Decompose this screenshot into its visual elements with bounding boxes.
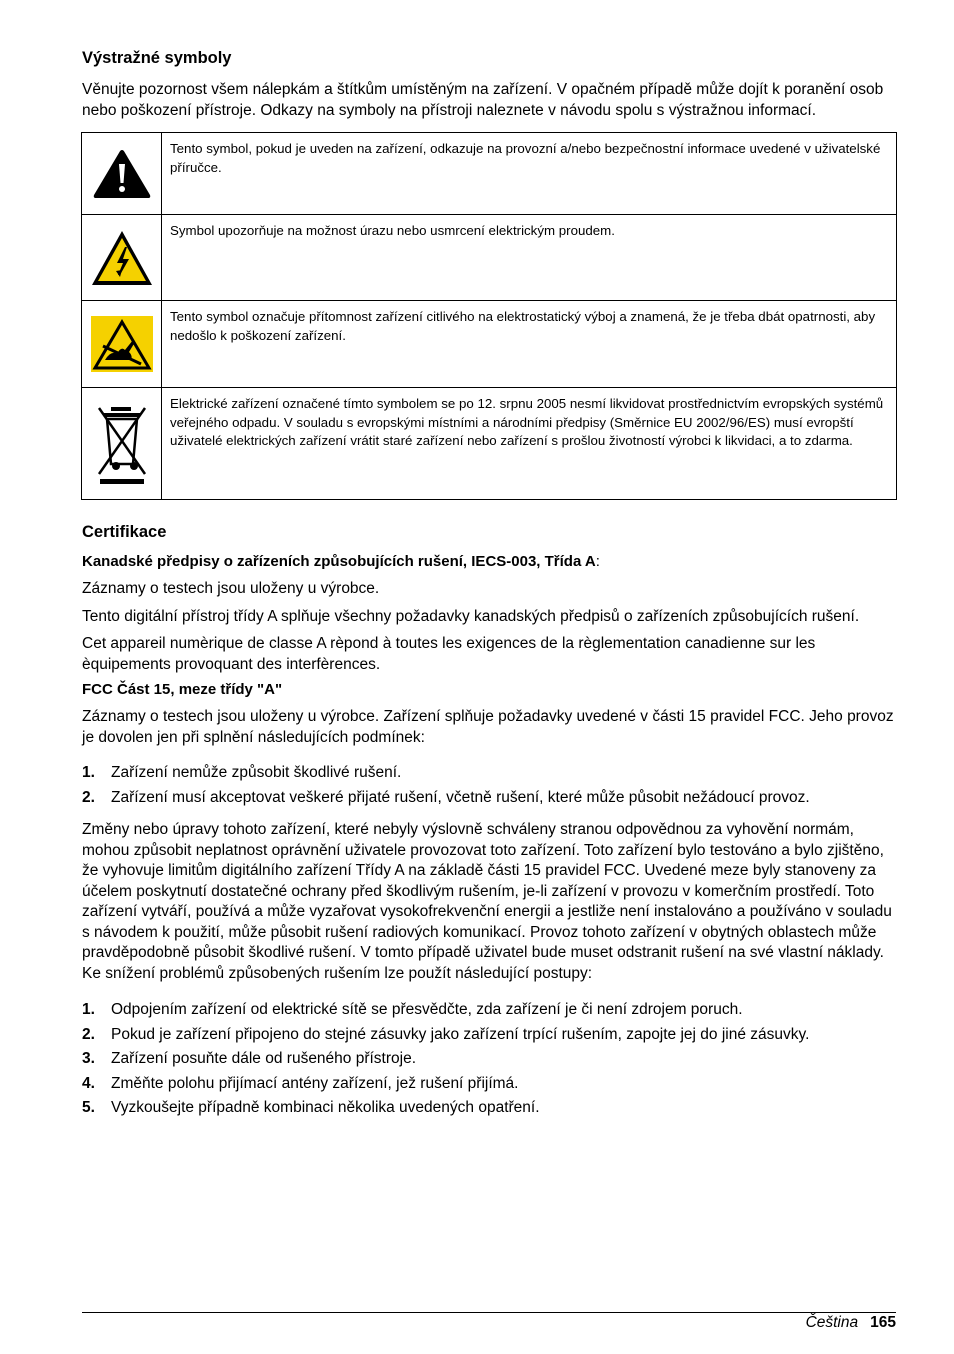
canada-paragraph: Tento digitální přístroj třídy A splňuje všechny požadavky kanadských předpisů o zařízeních způsobujících rušení. xyxy=(82,607,860,625)
list-text: Pokud je zařízení připojeno do stejné zásuvky jako zařízení trpící rušením, zapojte jej do jiné zásuvky. xyxy=(111,1025,810,1043)
list-text: Zařízení nemůže způsobit škodlivé rušení. xyxy=(111,764,402,781)
footer-info xyxy=(806,1313,896,1333)
list-item xyxy=(82,1098,896,1119)
symbol-description: Symbol upozorňuje na možnost úrazu nebo usmrcení elektrickým proudem. xyxy=(162,215,897,301)
symbols-table xyxy=(81,132,897,500)
canada-paragraph-french: Cet appareil numèrique de classe A rèpond à toutes les exigences de la règlementation canadienne sur les èquipements provoquant des interfèrences. xyxy=(82,635,816,673)
list-item xyxy=(82,788,896,809)
esd-sensitive-icon xyxy=(91,316,153,372)
list-item xyxy=(82,1049,896,1070)
canada-paragraph: Záznamy o testech jsou uloženy u výrobce. xyxy=(82,580,380,597)
symbol-icon-cell xyxy=(82,215,162,301)
footer-language: Čeština xyxy=(805,1314,859,1331)
list-number: 3. xyxy=(82,1050,95,1067)
list-item xyxy=(82,763,896,784)
list-text: Zařízení musí akceptovat veškeré přijaté rušení, včetně rušení, které může působit nežádoucí provoz. xyxy=(111,788,810,806)
symbol-description: Elektrické zařízení označené tímto symbolem se po 12. srpnu 2005 nesmí likvidovat prostřednictvím evropských systémů veřejného odpadu. V souladu s evropskými místními a národními předpisy (Směrnice EU 2002/96/ES) musí evropští uživatelé elektrických zařízení vrátit staré zařízení nebo zařízení s prošlou životností výrobci k likvidaci, a to zdarma. xyxy=(162,388,897,500)
symbol-row xyxy=(82,215,897,301)
weee-crossed-bin-icon xyxy=(96,402,148,486)
section-title-warning-symbols: Výstražné symboly xyxy=(82,49,232,67)
canada-heading-text: Kanadské předpisy o zařízeních způsobujících rušení, IECS-003, Třída A xyxy=(82,553,596,570)
list-number: 2. xyxy=(82,1025,95,1043)
symbol-icon-cell xyxy=(82,133,162,215)
list-item xyxy=(82,1025,896,1046)
symbol-icon-cell xyxy=(82,301,162,388)
warning-triangle-icon xyxy=(92,148,152,200)
list-text: Vyzkoušejte případně kombinaci několika uvedených opatření. xyxy=(111,1099,540,1116)
list-item xyxy=(82,1074,896,1095)
symbol-description: Tento symbol označuje přítomnost zařízení citlivého na elektrostatický výboj a znamená, že je třeba dbát opatrnosti, aby nedošlo k poškození zařízení. xyxy=(162,301,897,388)
list-number: 1. xyxy=(82,1001,95,1018)
warning-intro: Věnujte pozornost všem nálepkám a štítkům umístěným na zařízení. V opačném případě může dojít k poranění osob nebo poškození přístroje. Odkazy na symboly na přístroji naleznete v návodu spolu s výstražnou informací. xyxy=(82,81,884,119)
canada-heading xyxy=(82,552,896,572)
list-text: Odpojením zařízení od elektrické sítě se přesvědčte, zda zařízení je či není zdrojem poruch. xyxy=(111,1001,743,1018)
interference-steps-list xyxy=(82,1000,896,1119)
fcc-heading: FCC Část 15, meze třídy "A" xyxy=(82,681,283,698)
list-number: 2. xyxy=(82,788,95,806)
list-text: Zařízení posuňte dále od rušeného přístroje. xyxy=(111,1050,417,1067)
symbol-description: Tento symbol, pokud je uveden na zařízení, odkazuje na provozní a/nebo bezpečnostní informace uvedené v uživatelské příručce. xyxy=(162,133,897,215)
symbol-row xyxy=(82,301,897,388)
fcc-conditions-list xyxy=(82,763,896,808)
list-number: 4. xyxy=(82,1074,95,1092)
electric-shock-icon xyxy=(90,229,154,287)
symbol-row xyxy=(82,388,897,500)
list-number: 5. xyxy=(82,1099,95,1116)
fcc-paragraph: Záznamy o testech jsou uloženy u výrobce. Zařízení splňuje požadavky uvedené v části 15 pravidel FCC. Jeho provoz je dovolen jen při splnění následujících podmínek: xyxy=(82,708,894,746)
page-footer xyxy=(82,1312,896,1331)
symbol-row xyxy=(82,133,897,215)
list-number: 1. xyxy=(82,764,95,781)
symbol-icon-cell xyxy=(82,388,162,500)
section-title-certification: Certifikace xyxy=(82,523,167,541)
list-item xyxy=(82,1000,896,1021)
list-text: Změňte polohu přijímací antény zařízení, jež rušení přijímá. xyxy=(111,1074,519,1092)
page-number: 165 xyxy=(870,1314,896,1331)
page-content xyxy=(82,48,896,1123)
fcc-paragraph-long: Změny nebo úpravy tohoto zařízení, které nebyly výslovně schváleny stranou odpovědnou za vyhovění normám, mohou způsobit neplatnost oprávnění uživatele provozovat toto zařízení. Toto zařízení bylo testováno a bylo zjištěno, že vyhovuje limitům digitálního zařízení Třídy A na základě části 15 pravidel FCC. Uvedené meze byly stanoveny za účelem poskytnutí dostatečné ochrany před škodlivým rušením, je-li zařízení v provozu v komerčním prostředí. Toto zařízení vytváří, používá a může vyzařovat vysokofrekvenční energii a jestliže není instalováno a používáno v souladu s návodem k použití, může působit rušení radiových komunikací. Provoz tohoto zařízení v obytných oblastech může pravděpodobně působit škodlivé rušení. V tomto případě uživatel bude muset odstranit rušení na své vlastní náklady. Ke snížení problémů způsobených rušením lze použít následující postupy: xyxy=(82,821,892,982)
canada-heading-colon: : xyxy=(595,553,600,570)
